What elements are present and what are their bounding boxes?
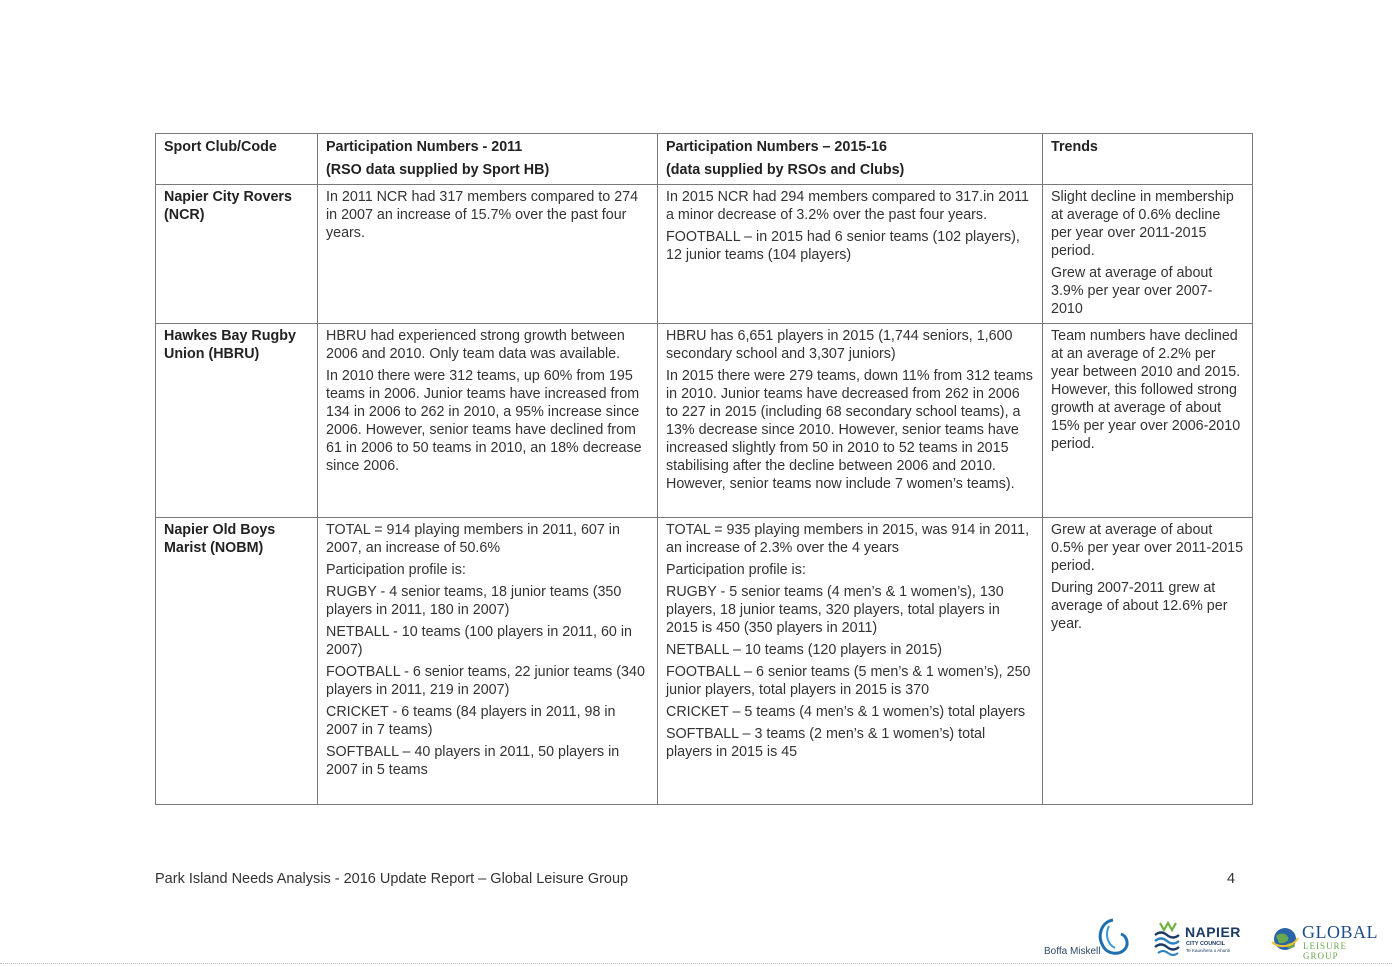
participation-2015-cell: In 2015 NCR had 294 members compared to 317.in 2011 a minor decrease of 3.2% over the past four years. FOOTBALL – in 2015 had 6 senior teams (102 players), 12 junior teams (104 players) bbox=[658, 185, 1043, 324]
participation-2011-cell: In 2011 NCR had 317 members compared to 274 in 2007 an increase of 15.7% over the past four years. bbox=[318, 185, 658, 324]
boffa-miskell-text: Boffa Miskell bbox=[1044, 946, 1101, 957]
table-header-row bbox=[156, 134, 1253, 185]
table-row bbox=[156, 518, 1253, 805]
participation-2015-cell: HBRU has 6,651 players in 2015 (1,744 seniors, 1,600 secondary school and 3,307 juniors) In 2015 there were 279 teams, down 11% from 312 teams in 2010. Junior teams have decreased from 262 in 2006 to 227 in 2015 (including 68 secondary school teams), a 13% decrease since 2010. However, senior teams have increased slightly from 50 in 2010 to 52 teams in 2015 stabilising after the decline between 2006 and 2010. However, senior teams now include 7 women’s teams). bbox=[658, 324, 1043, 518]
page-bottom-divider bbox=[0, 963, 1392, 964]
global-logo-text: GLOBAL bbox=[1302, 922, 1378, 942]
club-name: Hawkes Bay Rugby Union (HBRU) bbox=[156, 324, 318, 518]
global-logo-subtext: LEISURE GROUP bbox=[1303, 941, 1347, 961]
table-row bbox=[156, 185, 1253, 324]
club-name: Napier Old Boys Marist (NOBM) bbox=[156, 518, 318, 805]
napier-logo-subtext: CITY COUNCIL bbox=[1186, 941, 1226, 947]
napier-logo-text: NAPIER bbox=[1185, 924, 1241, 940]
globe-icon bbox=[1270, 924, 1300, 954]
trends-cell: Slight decline in membership at average of 0.6% decline per year over 2011-2015 period. Grew at average of about 3.9% per year over 2007-2010 bbox=[1043, 185, 1253, 324]
participation-table bbox=[155, 133, 1253, 805]
napier-city-council-logo bbox=[1152, 920, 1252, 960]
table-row bbox=[156, 324, 1253, 518]
participation-2011-cell: HBRU had experienced strong growth between 2006 and 2010. Only team data was available. In 2010 there were 312 teams, up 60% from 195 teams in 2006. Junior teams have increased from 134 in 2006 to 262 in 2010, a 95% increase since 2006. However, senior teams have declined from 61 in 2006 to 50 teams in 2010, an 18% decrease since 2006. bbox=[318, 324, 658, 518]
participation-2015-cell: TOTAL = 935 playing members in 2015, was 914 in 2011, an increase of 2.3% over the 4 years Participation profile is: RUGBY - 5 senior teams (4 men’s & 1 women’s), 130 players, 18 junior teams, 320 players, total players in 2015 is 450 (350 players in 2011) NETBALL – 10 teams (120 players in 2015) FOOTBALL – 6 senior teams (5 men’s & 1 women’s), 250 junior players, total players in 2015 is 370 CRICKET – 5 teams (4 men’s & 1 women’s) total players SOFTBALL – 3 teams (2 men’s & 1 women’s) total players in 2015 is 45 bbox=[658, 518, 1043, 805]
header-trends: Trends bbox=[1043, 134, 1253, 185]
page-number: 4 bbox=[1227, 871, 1236, 887]
napier-waves-icon bbox=[1152, 920, 1184, 956]
participation-2011-cell: TOTAL = 914 playing members in 2011, 607 in 2007, an increase of 50.6% Participation profile is: RUGBY - 4 senior teams, 18 junior teams (350 players in 2011, 180 in 2007) NETBALL - 10 teams (100 players in 2011, 60 in 2007) FOOTBALL - 6 senior teams, 22 junior teams (340 players in 2011, 219 in 2007) CRICKET - 6 teams (84 players in 2011, 98 in 2007 in 7 teams) SOFTBALL – 40 players in 2011, 50 players in 2007 in 5 teams bbox=[318, 518, 658, 805]
boffa-miskell-logo bbox=[1043, 916, 1133, 961]
club-name: Napier City Rovers (NCR) bbox=[156, 185, 318, 324]
header-participation-2015: Participation Numbers – 2015-16 (data supplied by RSOs and Clubs) bbox=[658, 134, 1043, 185]
trends-cell: Grew at average of about 0.5% per year over 2011-2015 period. During 2007-2011 grew at average of about 12.6% per year. bbox=[1043, 518, 1253, 805]
footer-report-title: Park Island Needs Analysis - 2016 Update Report – Global Leisure Group bbox=[155, 871, 629, 887]
napier-logo-tagline: Te Kaunihera o Ahuriri bbox=[1186, 948, 1231, 953]
global-leisure-group-logo bbox=[1270, 922, 1380, 961]
trends-cell: Team numbers have declined at an average of 2.2% per year between 2010 and 2015. However, this followed strong growth at average of about 15% per year over 2006-2010 period. bbox=[1043, 324, 1253, 518]
header-participation-2011: Participation Numbers - 2011 (RSO data supplied by Sport HB) bbox=[318, 134, 658, 185]
header-sport-club: Sport Club/Code bbox=[156, 134, 318, 185]
